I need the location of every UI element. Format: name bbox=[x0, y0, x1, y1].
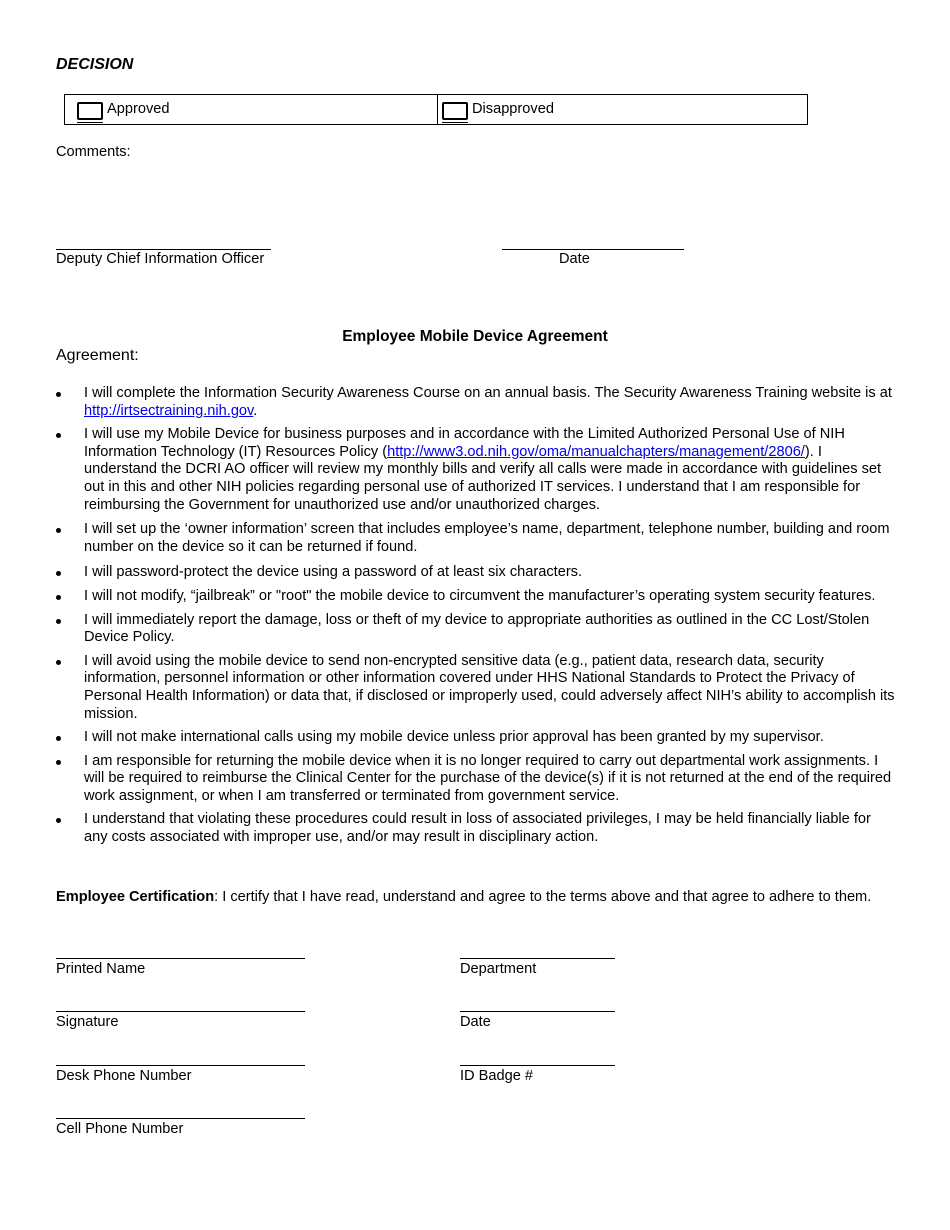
deputy-officer-label: Deputy Chief Information Officer bbox=[56, 251, 265, 267]
bullet-icon bbox=[56, 619, 61, 624]
agreement-item-text: I will use my Mobile Device for business purposes and in accordance with the Limited Authorized Personal Use of NIH Information Technology (IT) Resources Policy ( bbox=[84, 426, 845, 460]
agreement-label: Agreement: bbox=[56, 347, 139, 364]
disapproved-checkbox[interactable] bbox=[442, 102, 468, 120]
decision-heading: DECISION bbox=[56, 56, 134, 73]
decision-date-label: Date bbox=[559, 251, 590, 267]
department-line[interactable] bbox=[460, 958, 615, 959]
decision-table bbox=[64, 94, 808, 125]
agreement-item-text: I will complete the Information Security Awareness Course on an annual basis. The Security Awareness Training website is at bbox=[84, 385, 892, 401]
certification-text: : I certify that I have read, understand and agree to the terms above and that agree to adhere to them. bbox=[214, 889, 872, 905]
printed-name-line[interactable] bbox=[56, 958, 305, 959]
agreement-item bbox=[56, 753, 898, 806]
comments-label: Comments: bbox=[56, 144, 131, 160]
cell-phone-label: Cell Phone Number bbox=[56, 1121, 184, 1137]
agreement-item bbox=[56, 612, 898, 647]
date-line[interactable] bbox=[460, 1011, 615, 1012]
agreement-item-text-end: ). I understand the DCRI AO officer will review my monthly bills and verify all calls were made in accordance with guidelines set out in this and other NIH policies regarding personal use of authorized IT services. I understand that I am responsible for reimbursing the Government for unauthorized use and/or unauthorized charges. bbox=[84, 443, 882, 513]
date-label: Date bbox=[460, 1014, 491, 1030]
deputy-signature-line[interactable] bbox=[56, 249, 271, 250]
approved-option[interactable] bbox=[65, 95, 438, 124]
agreement-title: Employee Mobile Device Agreement bbox=[342, 328, 608, 345]
signature-label: Signature bbox=[56, 1014, 119, 1030]
agreement-item-text-end: . bbox=[253, 402, 258, 419]
agreement-item bbox=[56, 564, 898, 582]
cell-phone-line[interactable] bbox=[56, 1118, 305, 1119]
bullet-icon bbox=[56, 736, 61, 741]
disapproved-label: Disapproved bbox=[472, 100, 554, 117]
desk-phone-label: Desk Phone Number bbox=[56, 1068, 192, 1084]
agreement-item bbox=[56, 426, 898, 514]
employee-certification bbox=[56, 889, 898, 907]
bullet-icon bbox=[56, 760, 61, 765]
bullet-icon bbox=[56, 392, 61, 397]
agreement-item-text: I understand that violating these procedures could result in loss of associated privileges, I may be held financially liable for any costs associated with improper use, and/or may result in disciplinary action. bbox=[84, 811, 871, 846]
department-label: Department bbox=[460, 961, 537, 977]
it-policy-link[interactable]: http://www3.od.nih.gov/oma/manualchapters/management/2806/ bbox=[387, 443, 805, 460]
agreement-item bbox=[56, 729, 898, 747]
id-badge-label: ID Badge # bbox=[460, 1068, 534, 1084]
agreement-item-text: I am responsible for returning the mobile device when it is no longer required to carry out departmental work assignments. I will be required to reimburse the Clinical Center for the purchase of the device(s) if it is not returned at the end of the required work assignment, or when I am transferred or terminated from government service. bbox=[84, 752, 892, 804]
agreement-item bbox=[56, 588, 898, 606]
desk-phone-line[interactable] bbox=[56, 1065, 305, 1066]
signature-line[interactable] bbox=[56, 1011, 305, 1012]
approved-label: Approved bbox=[107, 100, 170, 117]
agreement-item-text: I will not make international calls using my mobile device unless prior approval has been granted by my supervisor. bbox=[84, 729, 824, 746]
agreement-item-text: I will avoid using the mobile device to send non-encrypted sensitive data (e.g., patient data, research data, security information, personnel information or other information covered under HHS National Standards to Protect the Privacy of Personal Health Information) or data that, if disclosed or improperly used, could adversely affect NIH’s ability to accomplish its mission. bbox=[84, 652, 895, 722]
bullet-icon bbox=[56, 595, 61, 600]
bullet-icon bbox=[56, 528, 61, 533]
bullet-icon bbox=[56, 660, 61, 665]
id-badge-line[interactable] bbox=[460, 1065, 615, 1066]
bullet-icon bbox=[56, 818, 61, 823]
agreement-list bbox=[56, 385, 898, 847]
decision-date-line[interactable] bbox=[502, 249, 684, 250]
agreement-item bbox=[56, 811, 898, 846]
agreement-item-text: I will password-protect the device using a password of at least six characters. bbox=[84, 564, 583, 581]
printed-name-label: Printed Name bbox=[56, 961, 146, 977]
agreement-item bbox=[56, 385, 898, 420]
agreement-item-text: I will not modify, “jailbreak” or "root" the mobile device to circumvent the manufacturer’s operating system security features. bbox=[84, 587, 876, 604]
bullet-icon bbox=[56, 571, 61, 576]
agreement-item-text: I will set up the ‘owner information’ screen that includes employee’s name, department, telephone number, building and room number on the device so it can be returned if found. bbox=[84, 521, 890, 555]
disapproved-option[interactable] bbox=[438, 95, 807, 124]
agreement-item-text: I will immediately report the damage, loss or theft of my device to appropriate authorities as outlined in the CC Lost/Stolen Device Policy. bbox=[84, 611, 870, 646]
certification-title: Employee Certification bbox=[56, 889, 215, 905]
bullet-icon bbox=[56, 433, 61, 438]
security-training-link[interactable]: http://irtsectraining.nih.gov bbox=[84, 402, 254, 419]
agreement-item bbox=[56, 653, 898, 723]
approved-checkbox[interactable] bbox=[77, 102, 103, 120]
agreement-item bbox=[56, 521, 898, 556]
